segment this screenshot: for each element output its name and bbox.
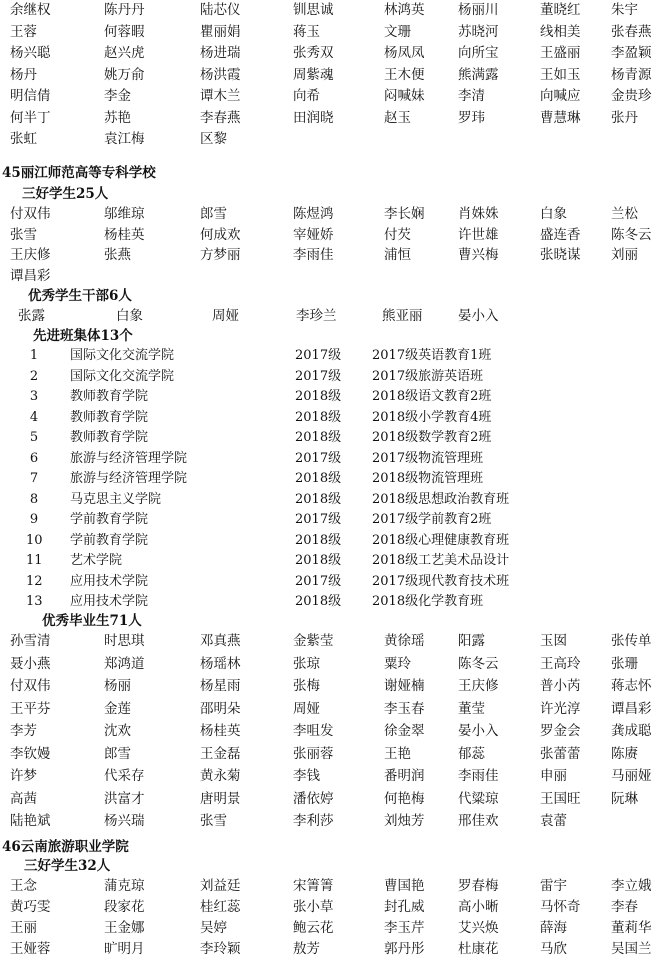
class-year: 2018级 bbox=[295, 553, 342, 568]
name: 吴国兰 bbox=[611, 941, 652, 957]
name: 王艳 bbox=[384, 745, 411, 762]
name-row bbox=[0, 245, 657, 266]
name: 区黎 bbox=[200, 131, 227, 147]
class-row bbox=[0, 509, 657, 530]
name: 李金 bbox=[104, 88, 131, 104]
name: 周娅 bbox=[293, 700, 320, 717]
name: 张雪 bbox=[200, 813, 227, 829]
name-row bbox=[0, 789, 657, 810]
name: 聂小燕 bbox=[10, 655, 51, 672]
class-department: 学前教育学院 bbox=[70, 532, 149, 548]
name: 姚万俞 bbox=[104, 66, 145, 83]
class-number: 6 bbox=[29, 450, 39, 466]
name: 王高玲 bbox=[540, 655, 581, 672]
name: 付双伟 bbox=[10, 678, 51, 694]
name: 蒋志怀 bbox=[611, 678, 652, 694]
name: 李玉芹 bbox=[384, 920, 425, 936]
name: 代粱琼 bbox=[458, 790, 499, 807]
name-row bbox=[0, 939, 657, 960]
class-name: 2017级旅游英语班 bbox=[372, 368, 484, 384]
name: 鲍云花 bbox=[293, 920, 334, 936]
name: 沈欢 bbox=[104, 723, 131, 739]
name: 郭丹彤 bbox=[384, 941, 425, 957]
name: 番明润 bbox=[384, 768, 425, 784]
class-department: 国际文化交流学院 bbox=[70, 348, 175, 363]
name: 蒋玉 bbox=[293, 23, 320, 40]
name: 艾兴焕 bbox=[458, 920, 499, 936]
class-year: 2018级 bbox=[295, 532, 342, 548]
name: 张传单 bbox=[611, 633, 652, 649]
name: 李钱 bbox=[293, 768, 320, 784]
name: 张雪 bbox=[10, 226, 37, 243]
name: 杨青源 bbox=[611, 66, 652, 83]
name: 杨兴聪 bbox=[10, 45, 51, 61]
class-year: 2018级 bbox=[295, 471, 342, 486]
name: 线相美 bbox=[540, 23, 581, 40]
name: 蒲克琼 bbox=[104, 878, 145, 894]
class-number: 12 bbox=[26, 573, 43, 589]
name: 熊亚丽 bbox=[382, 308, 423, 324]
name: 黄永菊 bbox=[200, 768, 241, 784]
name: 王盛丽 bbox=[540, 45, 581, 61]
name: 林鸿英 bbox=[384, 2, 425, 18]
name-row bbox=[0, 676, 657, 697]
name: 王庆修 bbox=[458, 678, 499, 694]
name: 王木便 bbox=[384, 66, 425, 83]
name: 罗春梅 bbox=[458, 878, 499, 894]
class-name: 2017级现代教育技术班 bbox=[372, 573, 510, 589]
class-name: 2018级小学教育4班 bbox=[372, 409, 492, 425]
class-row bbox=[0, 386, 657, 407]
class-number: 3 bbox=[29, 389, 39, 404]
class-row bbox=[0, 530, 657, 551]
class-number: 13 bbox=[26, 594, 43, 609]
name: 罗玮 bbox=[458, 109, 485, 126]
name: 金紫莹 bbox=[293, 633, 334, 649]
name: 王金娜 bbox=[104, 920, 145, 936]
name: 郎雪 bbox=[104, 745, 131, 762]
class-row bbox=[0, 366, 657, 387]
name: 龚成聪 bbox=[611, 723, 652, 739]
name: 杨星雨 bbox=[200, 678, 241, 694]
name: 李长娴 bbox=[384, 206, 425, 222]
name: 陈丹丹 bbox=[104, 2, 145, 18]
name-row bbox=[0, 811, 657, 832]
class-row bbox=[0, 571, 657, 592]
name: 杨凤凤 bbox=[384, 45, 425, 61]
class-year: 2017级 bbox=[295, 348, 342, 363]
name: 张丽蓉 bbox=[293, 745, 334, 762]
name: 雷宇 bbox=[540, 878, 567, 894]
name: 王如玉 bbox=[540, 66, 581, 83]
name: 杨丽川 bbox=[458, 2, 499, 18]
class-number: 9 bbox=[29, 512, 39, 527]
class-year: 2017级 bbox=[295, 573, 342, 589]
name-row bbox=[0, 654, 657, 675]
name: 徐金翠 bbox=[384, 723, 425, 739]
name: 王国旺 bbox=[540, 790, 581, 807]
name: 曹兴梅 bbox=[458, 247, 499, 263]
class-number: 8 bbox=[29, 491, 39, 507]
name: 黄巧雯 bbox=[10, 899, 51, 915]
name: 向希 bbox=[293, 88, 320, 104]
name: 白象 bbox=[540, 206, 567, 222]
name: 吴婷 bbox=[200, 920, 227, 936]
class-row bbox=[0, 345, 657, 366]
name: 苏晓河 bbox=[458, 23, 499, 40]
name: 时思琪 bbox=[104, 633, 145, 649]
name: 董晓红 bbox=[540, 2, 581, 18]
name: 李钦嫚 bbox=[10, 745, 51, 762]
name: 金莲 bbox=[104, 700, 131, 717]
class-department: 马克思主义学院 bbox=[70, 491, 162, 507]
name: 杨洪霞 bbox=[200, 66, 241, 83]
name: 粟玲 bbox=[384, 655, 411, 672]
name-row bbox=[0, 204, 657, 225]
name: 王念 bbox=[10, 878, 37, 894]
class-department: 学前教育学院 bbox=[70, 512, 149, 527]
name: 赵玉 bbox=[384, 109, 411, 126]
name: 张丹 bbox=[611, 109, 638, 126]
name: 唐明景 bbox=[200, 790, 241, 807]
name-row bbox=[0, 918, 657, 939]
name: 张露 bbox=[18, 308, 45, 324]
class-row bbox=[0, 427, 657, 448]
name: 许梦 bbox=[10, 768, 37, 784]
name: 王娅蓉 bbox=[10, 941, 51, 957]
s45-ganbu-row bbox=[0, 306, 657, 327]
name: 郑鸿道 bbox=[104, 655, 145, 672]
name: 刘烛芳 bbox=[384, 813, 425, 829]
name: 袁蕾 bbox=[540, 813, 567, 829]
class-department: 艺术学院 bbox=[70, 553, 123, 568]
name: 苏艳 bbox=[104, 109, 131, 126]
s45-ganbu-heading: 优秀学生干部6人 bbox=[28, 288, 132, 304]
name: 肖姝姝 bbox=[458, 206, 499, 222]
name: 罗金会 bbox=[540, 723, 581, 739]
name: 闷喊妹 bbox=[384, 88, 425, 104]
name: 马丽娅 bbox=[611, 768, 652, 784]
name-row bbox=[0, 108, 657, 129]
name: 李雨佳 bbox=[293, 247, 334, 263]
name: 董莹 bbox=[458, 700, 485, 717]
name: 封孔威 bbox=[384, 899, 425, 915]
class-year: 2017级 bbox=[295, 368, 342, 384]
name: 李春 bbox=[611, 899, 638, 915]
name: 陈煜鸿 bbox=[293, 206, 334, 222]
name: 杨兴瑞 bbox=[104, 813, 145, 829]
name: 何半丁 bbox=[10, 109, 51, 126]
name: 田润晓 bbox=[293, 109, 334, 126]
name: 李雨佳 bbox=[458, 768, 499, 784]
class-row bbox=[0, 550, 657, 571]
class-department: 国际文化交流学院 bbox=[70, 368, 175, 384]
name: 孙雪清 bbox=[10, 633, 51, 649]
name: 张珊 bbox=[611, 655, 638, 672]
name: 谭昌彩 bbox=[611, 700, 652, 717]
name: 阮琳 bbox=[611, 790, 638, 807]
name: 刘益廷 bbox=[200, 878, 241, 894]
class-number: 10 bbox=[26, 532, 43, 548]
name-row bbox=[0, 43, 657, 64]
name: 周紫魂 bbox=[293, 66, 334, 83]
name: 陈冬云 bbox=[611, 226, 652, 243]
name: 玉囡 bbox=[540, 633, 567, 649]
name: 敖芳 bbox=[293, 941, 320, 957]
name: 杨进瑞 bbox=[200, 45, 241, 61]
name: 钏思诚 bbox=[293, 2, 334, 18]
name: 李珍兰 bbox=[296, 308, 337, 324]
name: 付芡 bbox=[384, 226, 411, 243]
name: 李立娥 bbox=[611, 878, 652, 894]
name: 洪富才 bbox=[104, 790, 145, 807]
name-row bbox=[0, 766, 657, 787]
name: 付双伟 bbox=[10, 206, 51, 222]
name: 何蓉暇 bbox=[104, 23, 145, 40]
name: 高小晰 bbox=[458, 899, 499, 915]
s45-sanhao-heading: 三好学生25人 bbox=[22, 186, 109, 202]
name: 薛海 bbox=[540, 920, 567, 936]
name: 许光淳 bbox=[540, 700, 581, 717]
name-row bbox=[0, 699, 657, 720]
name: 周娅 bbox=[212, 308, 239, 324]
class-row bbox=[0, 489, 657, 510]
name: 兰松 bbox=[611, 206, 638, 222]
name: 李利莎 bbox=[293, 813, 334, 829]
class-department: 教师教育学院 bbox=[70, 389, 149, 404]
class-department: 教师教育学院 bbox=[70, 430, 149, 445]
name: 李芳 bbox=[10, 723, 37, 739]
name: 王蓉 bbox=[10, 23, 37, 40]
name: 向喊应 bbox=[540, 88, 581, 104]
class-department: 应用技术学院 bbox=[70, 594, 149, 609]
name: 普小芮 bbox=[540, 678, 581, 694]
name: 曹国艳 bbox=[384, 878, 425, 894]
name: 邢佳欢 bbox=[458, 813, 499, 829]
s45-jiti-heading: 先进班集体13个 bbox=[33, 328, 133, 344]
class-name: 2018级化学教育班 bbox=[372, 594, 484, 609]
name: 向所宝 bbox=[458, 45, 499, 61]
name: 白象 bbox=[116, 308, 143, 324]
name-row bbox=[0, 631, 657, 652]
name: 谢娅楠 bbox=[384, 678, 425, 694]
school-45-title: 45丽江师范高等专科学校 bbox=[2, 165, 156, 181]
name: 邵明朵 bbox=[200, 700, 241, 717]
class-name: 2018级心理健康教育班 bbox=[372, 532, 510, 548]
class-department: 旅游与经济管理学院 bbox=[70, 471, 188, 486]
name: 明信倩 bbox=[10, 88, 51, 104]
name: 李咀发 bbox=[293, 723, 334, 739]
class-year: 2017级 bbox=[295, 450, 342, 466]
name: 晏小入 bbox=[458, 308, 499, 324]
name: 段家花 bbox=[104, 899, 145, 915]
name: 邓真燕 bbox=[200, 633, 241, 649]
class-row bbox=[0, 468, 657, 489]
name: 张春燕 bbox=[611, 23, 652, 40]
class-name: 2017级学前教育2班 bbox=[372, 512, 492, 527]
name: 申丽 bbox=[540, 768, 567, 784]
name: 李玲颖 bbox=[200, 941, 241, 957]
name: 李玉春 bbox=[384, 700, 425, 717]
name: 李清 bbox=[458, 88, 485, 104]
class-name: 2018级思想政治教育班 bbox=[372, 491, 510, 507]
name: 杨丽 bbox=[104, 678, 131, 694]
name: 郁蕊 bbox=[458, 745, 485, 762]
class-year: 2018级 bbox=[295, 594, 342, 609]
name: 宰娅娇 bbox=[293, 226, 334, 243]
class-row bbox=[0, 591, 657, 612]
name: 赵兴虎 bbox=[104, 45, 145, 61]
name: 陈赓 bbox=[611, 745, 638, 762]
name: 方梦丽 bbox=[200, 247, 241, 263]
name: 张小草 bbox=[293, 899, 334, 915]
name: 瞿丽娟 bbox=[200, 23, 241, 40]
name: 杜康花 bbox=[458, 941, 499, 957]
name: 金贵珍 bbox=[611, 88, 652, 104]
name-row bbox=[0, 744, 657, 765]
name: 浦恒 bbox=[384, 247, 411, 263]
name: 马欣 bbox=[540, 941, 567, 957]
name: 刘丽 bbox=[611, 247, 638, 263]
name: 谭昌彩 bbox=[10, 267, 51, 284]
name: 朱宇 bbox=[611, 2, 638, 18]
name: 余继权 bbox=[10, 2, 51, 18]
name-row bbox=[0, 225, 657, 246]
name-row bbox=[0, 86, 657, 107]
class-name: 2018级数学教育2班 bbox=[372, 430, 492, 445]
name: 许世雄 bbox=[458, 226, 499, 243]
name: 晏小入 bbox=[458, 723, 499, 739]
name: 杨丹 bbox=[10, 66, 37, 83]
class-number: 4 bbox=[29, 409, 39, 425]
name: 李春燕 bbox=[200, 109, 241, 126]
class-year: 2017级 bbox=[295, 512, 342, 527]
name-row bbox=[0, 129, 657, 150]
class-row bbox=[0, 407, 657, 428]
name: 熊满露 bbox=[458, 66, 499, 83]
name: 张琼 bbox=[293, 655, 320, 672]
name-row bbox=[0, 266, 657, 287]
name: 高茜 bbox=[10, 790, 37, 807]
s45-biye-heading: 优秀毕业生71人 bbox=[42, 613, 142, 629]
name: 郎雪 bbox=[200, 206, 227, 222]
s46-sanhao-heading: 三好学生32人 bbox=[24, 858, 111, 874]
name: 马怀奇 bbox=[540, 899, 581, 915]
name: 张梅 bbox=[293, 678, 320, 694]
name: 潘依婷 bbox=[293, 790, 334, 807]
class-number: 5 bbox=[29, 430, 39, 445]
name: 王庆修 bbox=[10, 247, 51, 263]
name-row bbox=[0, 0, 657, 21]
name: 王丽 bbox=[10, 920, 37, 936]
class-number: 1 bbox=[29, 348, 39, 363]
name: 文珊 bbox=[384, 23, 411, 40]
class-number: 2 bbox=[29, 368, 39, 384]
name: 黄徐瑶 bbox=[384, 633, 425, 649]
name: 陈冬云 bbox=[458, 655, 499, 672]
name: 张燕 bbox=[104, 247, 131, 263]
name-row bbox=[0, 876, 657, 897]
name: 陆艳斌 bbox=[10, 813, 51, 829]
class-department: 应用技术学院 bbox=[70, 573, 149, 589]
name: 李盈颖 bbox=[611, 45, 652, 61]
name-row bbox=[0, 897, 657, 918]
name: 杨瑶林 bbox=[200, 655, 241, 672]
class-number: 11 bbox=[26, 553, 43, 568]
class-year: 2018级 bbox=[295, 409, 342, 425]
class-year: 2018级 bbox=[295, 389, 342, 404]
name: 张蕾蕾 bbox=[540, 745, 581, 762]
class-department: 旅游与经济管理学院 bbox=[70, 450, 188, 466]
name: 袁江梅 bbox=[104, 131, 145, 147]
name: 盛连香 bbox=[540, 226, 581, 243]
name: 张晓谋 bbox=[540, 247, 581, 263]
class-year: 2018级 bbox=[295, 491, 342, 507]
class-department: 教师教育学院 bbox=[70, 409, 149, 425]
name: 邬维琼 bbox=[104, 206, 145, 222]
name: 谭木兰 bbox=[200, 88, 241, 104]
name-row bbox=[0, 65, 657, 86]
name: 王金磊 bbox=[200, 745, 241, 762]
class-year: 2018级 bbox=[295, 430, 342, 445]
name: 代采存 bbox=[104, 768, 145, 784]
name: 杨桂英 bbox=[200, 723, 241, 739]
class-name: 2017级物流管理班 bbox=[372, 450, 484, 466]
name: 张秀双 bbox=[293, 45, 334, 61]
name: 董莉华 bbox=[611, 920, 652, 936]
class-row bbox=[0, 448, 657, 469]
name: 何艳梅 bbox=[384, 790, 425, 807]
name-row bbox=[0, 22, 657, 43]
class-name: 2018级物流管理班 bbox=[372, 471, 484, 486]
name: 旷明月 bbox=[104, 941, 145, 957]
name: 何成欢 bbox=[200, 226, 241, 243]
name: 桂红蕊 bbox=[200, 899, 241, 915]
name: 张虹 bbox=[10, 131, 37, 147]
name: 杨桂英 bbox=[104, 226, 145, 243]
name-row bbox=[0, 721, 657, 742]
name: 陆芯仪 bbox=[200, 2, 241, 18]
class-name: 2018级语文教育2班 bbox=[372, 389, 492, 404]
name: 曹慧琳 bbox=[540, 109, 581, 126]
class-name: 2017级英语教育1班 bbox=[372, 348, 492, 363]
school-46-title: 46云南旅游职业学院 bbox=[2, 839, 129, 855]
class-name: 2018级工艺美术品设计 bbox=[372, 553, 510, 568]
name: 阳露 bbox=[458, 633, 485, 649]
class-number: 7 bbox=[29, 471, 39, 486]
name: 宋箐箐 bbox=[293, 878, 334, 894]
name: 王平芬 bbox=[10, 700, 51, 717]
